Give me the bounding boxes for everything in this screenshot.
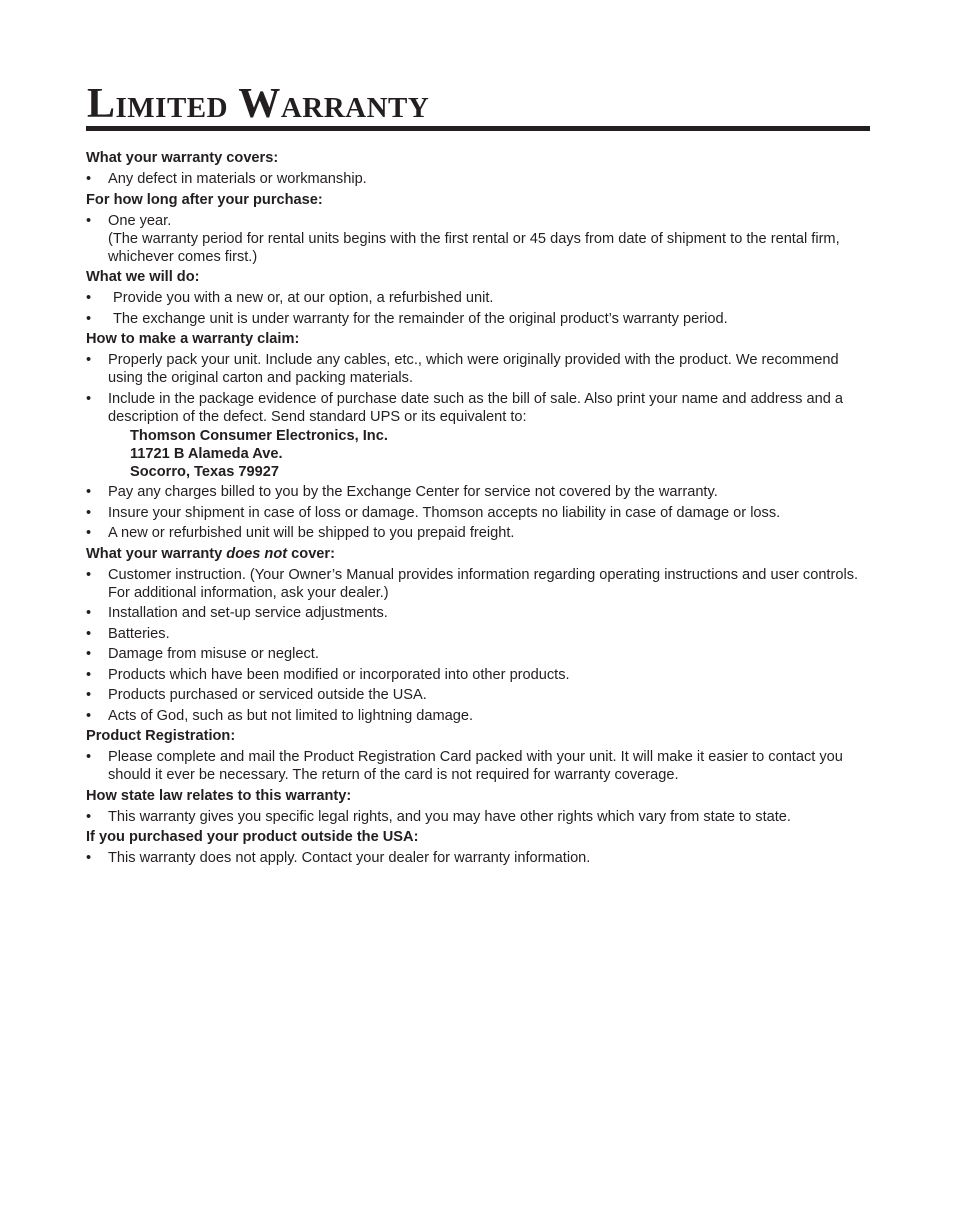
item-text: Customer instruction. (Your Owner’s Manual provides information regarding operating instructions and user controls. For additional information, ask your dealer.): [108, 566, 859, 601]
list-item: [86, 808, 870, 826]
warranty-body: [86, 149, 870, 867]
bullet-glyph: •: [86, 666, 92, 683]
item-text: Products which have been modified or incorporated into other products.: [108, 666, 570, 683]
list-item: [86, 686, 870, 704]
list-item: [86, 310, 870, 328]
page-title: [86, 82, 870, 126]
heading-emphasis: does not: [226, 545, 288, 562]
item-text: This warranty does not apply. Contact your dealer for warranty information.: [108, 850, 591, 866]
list-will-do: [86, 289, 870, 328]
heading-outside-usa: If you purchased your product outside the USA:: [86, 829, 419, 845]
bullet-glyph: •: [86, 808, 92, 825]
list-item: [86, 645, 870, 663]
heading-part: cover:: [287, 545, 335, 562]
list-outside-usa: [86, 849, 870, 867]
item-text: Provide you with a new or, at our option, a refurbished unit.: [113, 290, 494, 306]
list-item: [86, 504, 870, 522]
address-city: Socorro, Texas 79927: [130, 463, 279, 480]
heading-will-do: What we will do:: [86, 269, 200, 285]
list-item: [86, 390, 870, 481]
list-claim: [86, 351, 870, 542]
bullet-glyph: •: [86, 850, 92, 866]
bullet-glyph: •: [86, 171, 92, 187]
item-text: Pay any charges billed to you by the Exchange Center for service not covered by the warranty.: [108, 484, 718, 500]
bullet-glyph: •: [86, 707, 92, 724]
title-word-limited: Limited: [87, 81, 229, 127]
list-item: [86, 849, 870, 867]
item-text: Include in the package evidence of purchase date such as the bill of sale. Also print your name and address and a description of the defect. Send standard UPS or its equivalent to:: [108, 390, 844, 425]
item-text: A new or refurbished unit will be shipped to you prepaid freight.: [108, 525, 515, 541]
heading-not-cover: [86, 545, 870, 566]
bullet-glyph: •: [86, 484, 92, 500]
bullet-glyph: •: [86, 566, 92, 583]
item-text: The exchange unit is under warranty for the remainder of the original product’s warranty period.: [113, 310, 728, 327]
item-text: Please complete and mail the Product Registration Card packed with your unit. It will make it easier to contact you should it ever be necessary. The return of the card is not required for warranty coverage.: [108, 749, 843, 783]
list-item: [86, 524, 870, 542]
heading-how-long: For how long after your purchase:: [86, 191, 323, 208]
item-text: Batteries.: [108, 625, 170, 642]
item-text: Installation and set-up service adjustments.: [108, 605, 388, 621]
item-text: Products purchased or serviced outside the USA.: [108, 687, 427, 703]
address-company: Thomson Consumer Electronics, Inc.: [130, 427, 388, 444]
bullet-glyph: •: [86, 390, 92, 407]
list-item: [86, 351, 870, 387]
item-text: Any defect in materials or workmanship.: [108, 171, 367, 187]
item-text: Damage from misuse or neglect.: [108, 646, 319, 662]
list-item: [86, 666, 870, 684]
rental-note: (The warranty period for rental units begins with the first rental or 45 days from date of shipment to the rental firm, whichever comes first.): [108, 230, 840, 265]
list-how-long: [86, 212, 870, 266]
heading-registration: Product Registration:: [86, 728, 236, 744]
bullet-glyph: •: [86, 625, 92, 642]
bullet-glyph: •: [86, 352, 92, 368]
bullet-glyph: •: [86, 212, 92, 229]
item-text: Insure your shipment in case of loss or damage. Thomson accepts no liability in case of damage or loss.: [108, 504, 781, 521]
list-item: [86, 289, 870, 307]
bullet-glyph: •: [86, 525, 92, 541]
heading-state-law: How state law relates to this warranty:: [86, 787, 352, 804]
list-item: [86, 483, 870, 501]
list-item: [86, 748, 870, 784]
title-word-warranty: Warranty: [238, 81, 430, 127]
shipping-address: [108, 427, 870, 481]
warranty-page: [86, 82, 870, 870]
list-item: [86, 566, 870, 602]
item-text: This warranty gives you specific legal rights, and you may have other rights which vary from state to state.: [108, 808, 791, 825]
bullet-glyph: •: [86, 290, 92, 306]
bullet-glyph: •: [86, 646, 92, 662]
list-item: [86, 170, 870, 188]
bullet-glyph: •: [86, 310, 92, 327]
bullet-glyph: •: [86, 605, 92, 621]
list-covers: [86, 170, 870, 188]
bullet-glyph: •: [86, 749, 92, 765]
list-not-cover: [86, 566, 870, 725]
address-street: 11721 B Alameda Ave.: [130, 445, 283, 462]
heading-claim: How to make a warranty claim:: [86, 331, 300, 347]
list-item: [86, 604, 870, 622]
bullet-glyph: •: [86, 504, 92, 521]
heading-covers: What your warranty covers:: [86, 150, 279, 166]
list-item: [86, 212, 870, 266]
list-state-law: [86, 808, 870, 826]
item-text: One year.: [108, 212, 172, 229]
item-text: Acts of God, such as but not limited to lightning damage.: [108, 707, 474, 724]
list-item: [86, 625, 870, 643]
item-text: Properly pack your unit. Include any cables, etc., which were originally provided with the product. We recommend using the original carton and packing materials.: [108, 352, 839, 386]
list-item: [86, 707, 870, 725]
list-registration: [86, 748, 870, 784]
heading-part: What your warranty: [86, 545, 227, 562]
bullet-glyph: •: [86, 687, 92, 703]
